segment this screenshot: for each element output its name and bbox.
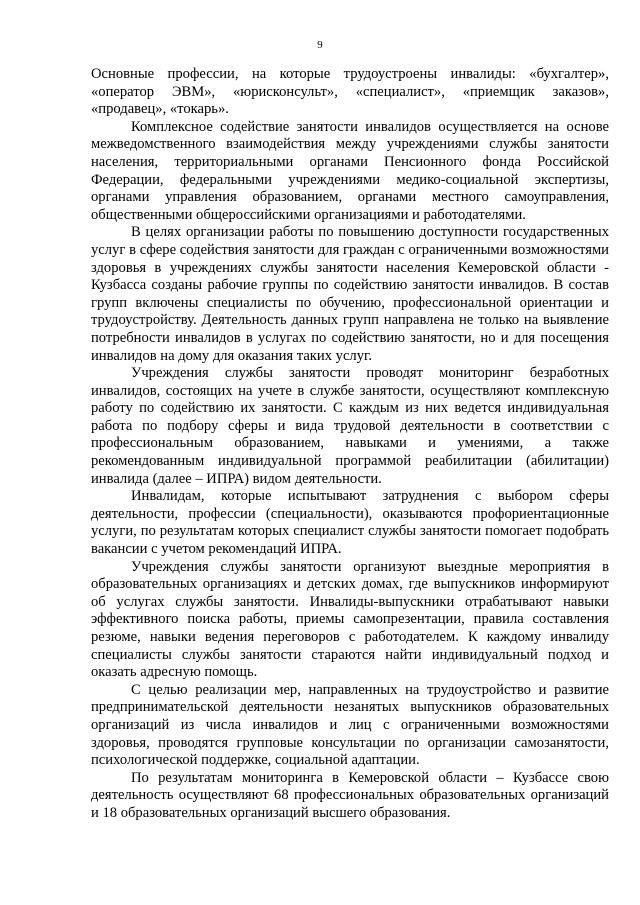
paragraph-outreach-events: Учреждения службы занятости организуют выездные мероприятия в образовательных организациях и детских домах, где выпускников информируют об услугах службы занятости. Инвалиды-выпускники отрабатывают навыки эффективного поиска работы, приемы самопрезентации, правила составления резюме, навыки ведения переговоров с работодателем. К каждому инвалиду специалисты службы занятости стараются найти индивидуальный подход и оказать адресную помощь. <box>91 558 609 681</box>
paragraph-educational-organizations: По результатам мониторинга в Кемеровской области – Кузбассе свою деятельность осуществляют 68 профессиональных образовательных организаций и 18 образовательных организаций высшего образования. <box>91 769 609 821</box>
paragraph-professions: Основные профессии, на которые трудоустроены инвалиды: «бухгалтер», «оператор ЭВМ», «юрисконсульт», «специалист», «приемщик заказов», «продавец», «токарь». <box>91 66 609 118</box>
paragraph-entrepreneurship: С целью реализации мер, направленных на трудоустройство и развитие предпринимательской деятельности незанятых выпускников образовательных организаций из числа инвалидов и лиц с ограниченными возможностями здоровья, проводятся групповые консультации по организации самозанятости, психологической поддержке, социальной адаптации. <box>91 681 609 769</box>
paragraph-career-guidance: Инвалидам, которые испытывают затруднения с выбором сферы деятельности, профессии (специальности), оказываются профориентационные услуги, по результатам которых специалист службы занятости помогает подобрать вакансии с учетом рекомендаций ИПРА. <box>91 488 609 558</box>
page-number: 9 <box>317 39 323 51</box>
paragraph-working-groups: В целях организации работы по повышению доступности государственных услуг в сфере содействия занятости для граждан с ограниченными возможностями здоровья в учреждениях службы занятости населения Кемеровской области - Кузбасса созданы рабочие группы по содействию занятости инвалидов. В состав групп включены специалисты по обучению, профессиональной ориентации и трудоустройству. Деятельность данных групп направлена не только на выявление потребности инвалидов в услугах по содействию занятости, но и для посещения инвалидов на дому для оказания таких услуг. <box>91 224 609 364</box>
paragraph-interagency-cooperation: Комплексное содействие занятости инвалидов осуществляется на основе межведомственного взаимодействия между учреждениями службы занятости населения, территориальными органами Пенсионного фонда Российской Федерации, федеральными учреждениями медико-социальной экспертизы, органами управления образованием, органами местного самоуправления, общественными общероссийскими организациями и работодателями. <box>91 118 609 223</box>
paragraph-monitoring: Учреждения службы занятости проводят мониторинг безработных инвалидов, состоящих на учете в службе занятости, осуществляют комплексную работу по содействию их занятости. С каждым из них ведется индивидуальная работа по подбору сферы и вида трудовой деятельности в соответствии с профессиональным образованием, навыками и умениями, а также рекомендованным индивидуальной программой реабилитации (абилитации) инвалида (далее – ИПРА) видом деятельности. <box>91 365 609 487</box>
body-text <box>91 66 609 823</box>
